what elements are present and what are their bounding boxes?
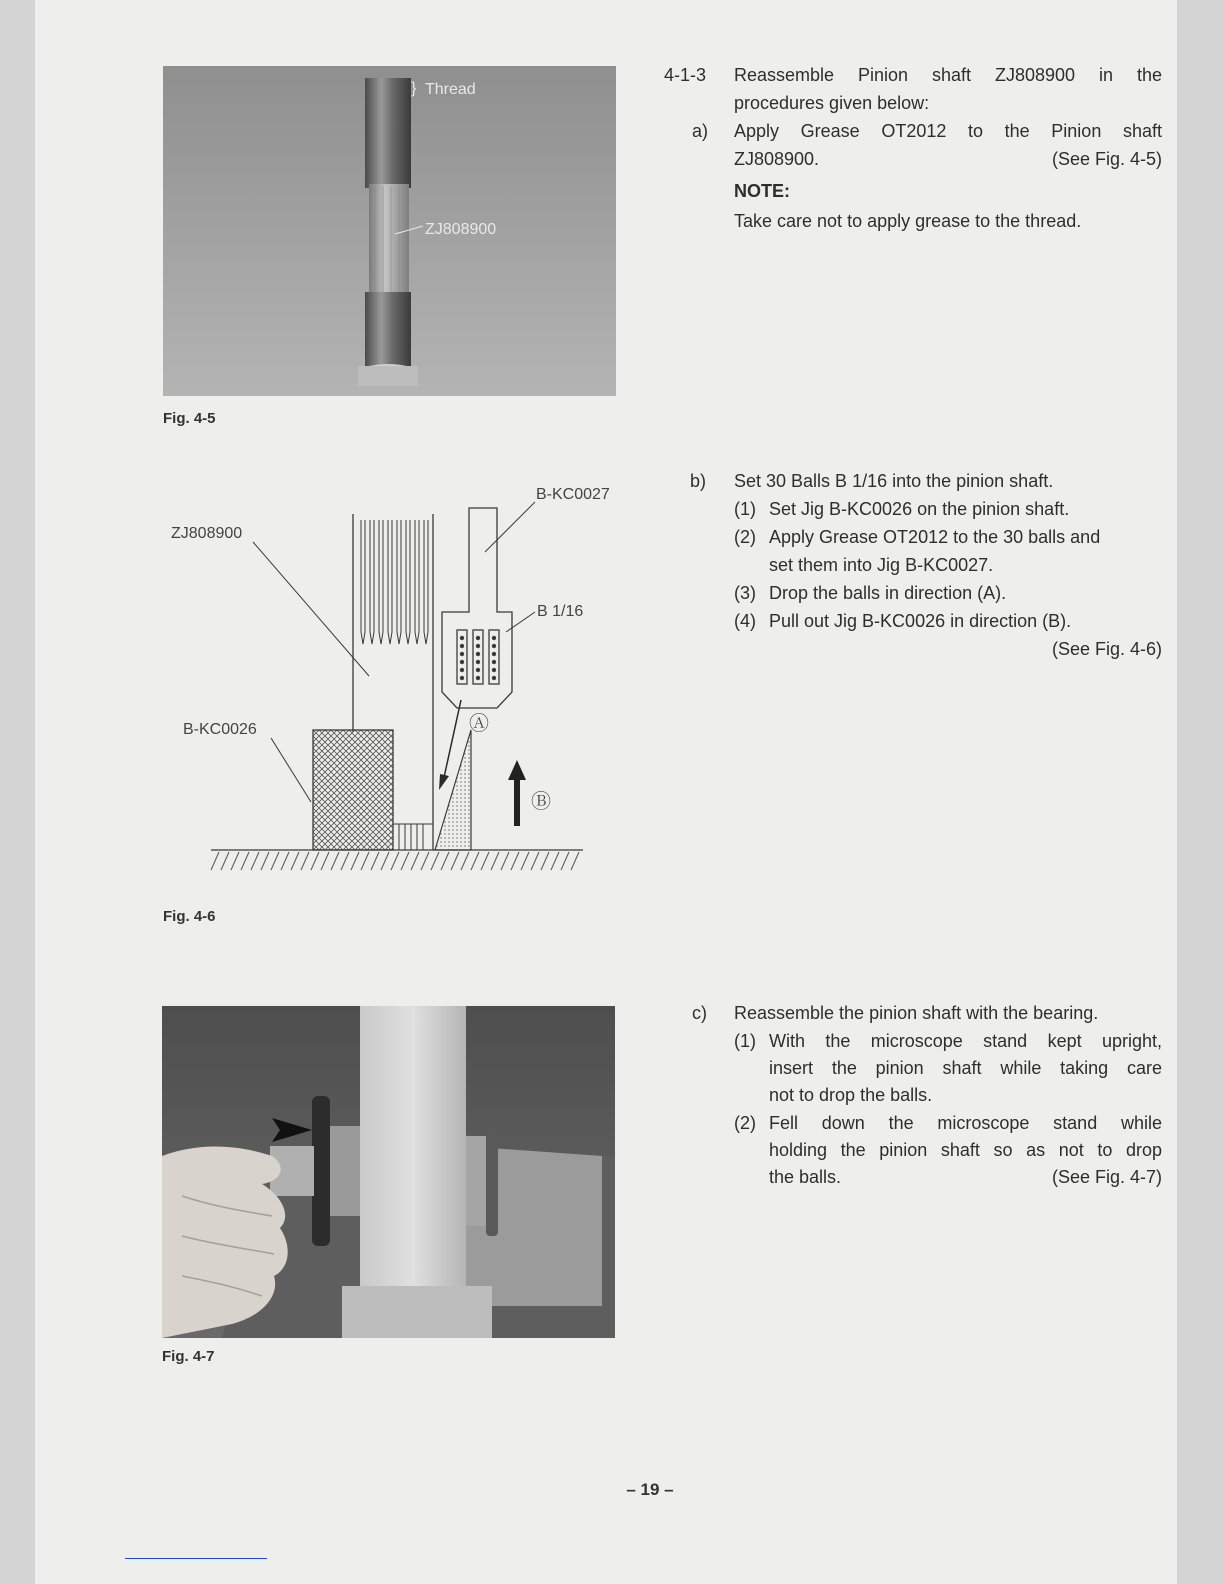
step-c-marker: c) (692, 1003, 707, 1023)
step-b1-text: Set Jig B-KC0026 on the pinion shaft. (769, 499, 1070, 519)
step-b1-num: (1) (734, 499, 756, 519)
bottom-link-underline (125, 1558, 267, 1559)
section-line-2: procedures given below: (734, 93, 930, 113)
label-a: Ⓐ (469, 713, 489, 735)
step-c2-line-3: the balls. (769, 1167, 842, 1187)
step-c1-line-1: With the microscope stand kept upright, (769, 1031, 1162, 1051)
step-a-marker: a) (692, 121, 709, 141)
step-b3-text: Drop the balls in direction (A). (769, 583, 1007, 603)
label-b: Ⓑ (531, 791, 551, 813)
note-title: NOTE: (734, 181, 790, 201)
label-zj808900: ZJ808900 (171, 525, 243, 542)
step-b2-line-2: set them into Jig B-KC0027. (769, 555, 994, 575)
step-c2-ref: (See Fig. 4-7) (1051, 1167, 1162, 1187)
step-b2-num: (2) (734, 527, 756, 547)
step-c1-line-3: not to drop the balls. (769, 1085, 933, 1105)
step-b4-num: (4) (734, 611, 756, 631)
step-a-ref: (See Fig. 4-5) (1051, 149, 1162, 169)
step-c1-line-2: insert the pinion shaft while taking care (769, 1058, 1162, 1078)
section-line-1: Reassemble Pinion shaft ZJ808900 in the (734, 65, 1162, 85)
pinion-gear-left (312, 1096, 330, 1246)
fig-4-7-photo (162, 1006, 615, 1338)
fig-4-7-illustration (162, 1006, 615, 1338)
step-b-marker: b) (690, 471, 707, 491)
step-b4-text: Pull out Jig B-KC0026 in direction (B). (769, 611, 1072, 631)
step-a-line-2: ZJ808900. (734, 149, 820, 169)
label-b-kc0026: B-KC0026 (183, 721, 257, 738)
label-zj808900-photo: ZJ808900 (425, 221, 497, 238)
step-b-ref: (See Fig. 4-6) (1051, 639, 1162, 659)
step-b3-num: (3) (734, 583, 756, 603)
jig-b-kc0026-block (313, 730, 393, 850)
section-number: 4-1-3 (664, 65, 707, 85)
shaft-bottom (365, 292, 411, 372)
step-c-line: Reassemble the pinion shaft with the bearing. (734, 1003, 1099, 1023)
step-a-line-1: Apply Grease OT2012 to the Pinion shaft (734, 121, 1162, 141)
note-text: Take care not to apply grease to the thread. (734, 211, 1082, 231)
step-c1-num: (1) (734, 1031, 756, 1051)
thread-bracket: } (411, 80, 417, 97)
fig-4-6-caption: Fig. 4-6 (163, 908, 216, 925)
step-b2-line-1: Apply Grease OT2012 to the 30 balls and (769, 527, 1101, 547)
fig-4-7-caption: Fig. 4-7 (162, 1348, 215, 1365)
fig-4-6-diagram (163, 472, 623, 892)
label-thread: Thread (425, 81, 476, 98)
step-b-line: Set 30 Balls B 1/16 into the pinion shaft. (734, 471, 1054, 491)
fig-4-5-photo (163, 66, 616, 396)
label-b-kc0027: B-KC0027 (536, 486, 610, 503)
step-c2-num: (2) (734, 1113, 756, 1133)
label-b-1-16: B 1/16 (537, 603, 584, 620)
shaft-top (365, 78, 411, 188)
fig-4-5-illustration (163, 66, 616, 396)
wedge (435, 730, 471, 850)
step-c2-line-2: holding the pinion shaft so as not to drop (769, 1140, 1162, 1160)
page-number: – 19 – (626, 1480, 674, 1499)
fig-4-5-caption: Fig. 4-5 (163, 410, 216, 427)
arrow-b (514, 778, 520, 826)
step-c2-line-1: Fell down the microscope stand while (769, 1113, 1162, 1133)
